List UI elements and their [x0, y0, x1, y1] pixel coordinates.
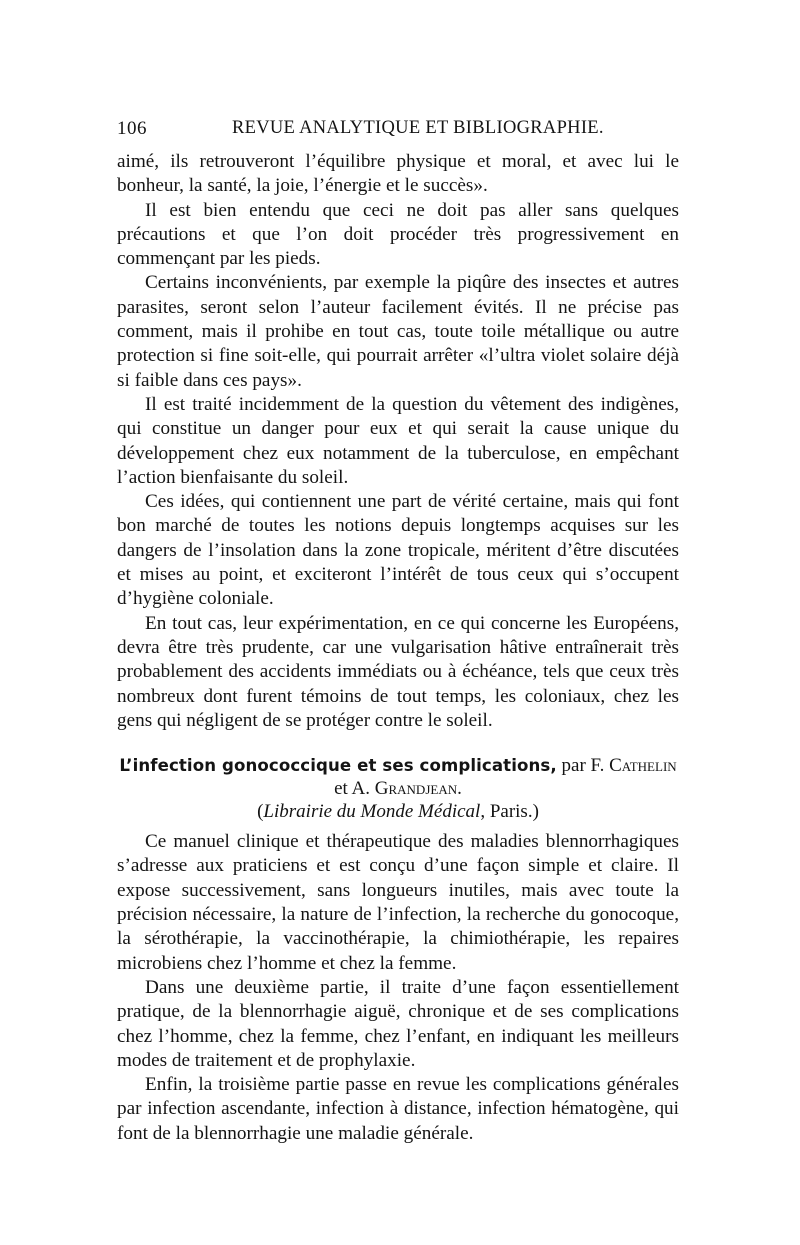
- running-title: REVUE ANALYTIQUE ET BIBLIOGRAPHIE.: [232, 118, 604, 138]
- review-and: et A.: [334, 778, 375, 800]
- paragraph: Ces idées, qui contiennent une part de vérité certaine, mais qui font bon marché de toutes les notions depuis longtemps acquises sur les dangers de l’insolation dans la zone tropicale, méritent d’être discutées et mises au point, et exciteront l’intérêt de tous ceux qui s’occupent d’hygiène coloniale.: [117, 491, 679, 610]
- review-author-2: Grandjean: [374, 778, 458, 800]
- body-text: [117, 150, 679, 1146]
- paragraph: Enfin, la troisième partie passe en revue les complications générales par infection ascendante, infection à distance, infection hématogène, qui font de la blennorrhagie une maladie générale.: [117, 1074, 679, 1144]
- review-period: .: [457, 778, 462, 800]
- review-city: , Paris.): [480, 801, 539, 823]
- review-publisher-line: [117, 800, 679, 824]
- review-heading: [117, 754, 679, 800]
- review-by: par F.: [556, 755, 610, 777]
- review-publisher: Librairie du Monde Médical: [263, 801, 481, 823]
- page-number: 106: [117, 118, 147, 139]
- paragraph: Il est traité incidemment de la question du vêtement des indigènes, qui constitue un danger pour eux et qui serait la cause unique du développement chez eux notamment de la tuberculose, en empêchant l’action bienfaisante du soleil.: [117, 393, 679, 488]
- review-author-1: Cathelin: [609, 755, 677, 777]
- paragraph: Il est bien entendu que ceci ne doit pas aller sans quelques précautions et que l’on doit procéder très progressivement en commençant par les pieds.: [117, 199, 679, 270]
- paragraph-continuation: aimé, ils retrouveront l’équilibre physique et moral, et avec lui le bonheur, la santé, la joie, l’énergie et le succès».: [117, 151, 679, 197]
- paragraph: Dans une deuxième partie, il traite d’une façon essentiellement pratique, de la blennorrhagie aiguë, chronique et de ses complications chez l’homme, chez la femme, chez l’enfant, en indiquant les meilleurs modes de traitement et de prophylaxie.: [117, 976, 679, 1071]
- publisher-open-paren: (: [257, 801, 264, 823]
- page-header: [117, 118, 679, 146]
- review-title: L’infection gonococcique et ses complications,: [119, 756, 557, 776]
- paragraph: En tout cas, leur expérimentation, en ce qui concerne les Européens, devra être très prudente, car une vulgarisation hâtive entraînerait très probablement des accidents immédiats ou à échéance, tels que ceux très nombreux dont furent témoins de tout temps, les coloniaux, chez les gens qui négligent de se protéger contre le soleil.: [117, 612, 679, 731]
- paragraph: Certains inconvénients, par exemple la piqûre des insectes et autres parasites, seront selon l’auteur facilement évités. Il ne précise pas comment, mais il prohibe en tout cas, toute toile métallique ou autre protection si fine soit-elle, qui pourrait arrêter «l’ultra violet solaire déjà si faible dans ces pays».: [117, 272, 679, 391]
- paragraph: Ce manuel clinique et thérapeutique des maladies blennorrhagiques s’adresse aux praticiens et est conçu d’une façon simple et claire. Il expose successivement, sans longueurs inutiles, mais avec toute la précision nécessaire, la nature de l’infection, la recherche du gonocoque, la sérothérapie, la vaccinothérapie, la chimiothérapie, les repaires microbiens chez l’homme et chez la femme.: [117, 831, 679, 974]
